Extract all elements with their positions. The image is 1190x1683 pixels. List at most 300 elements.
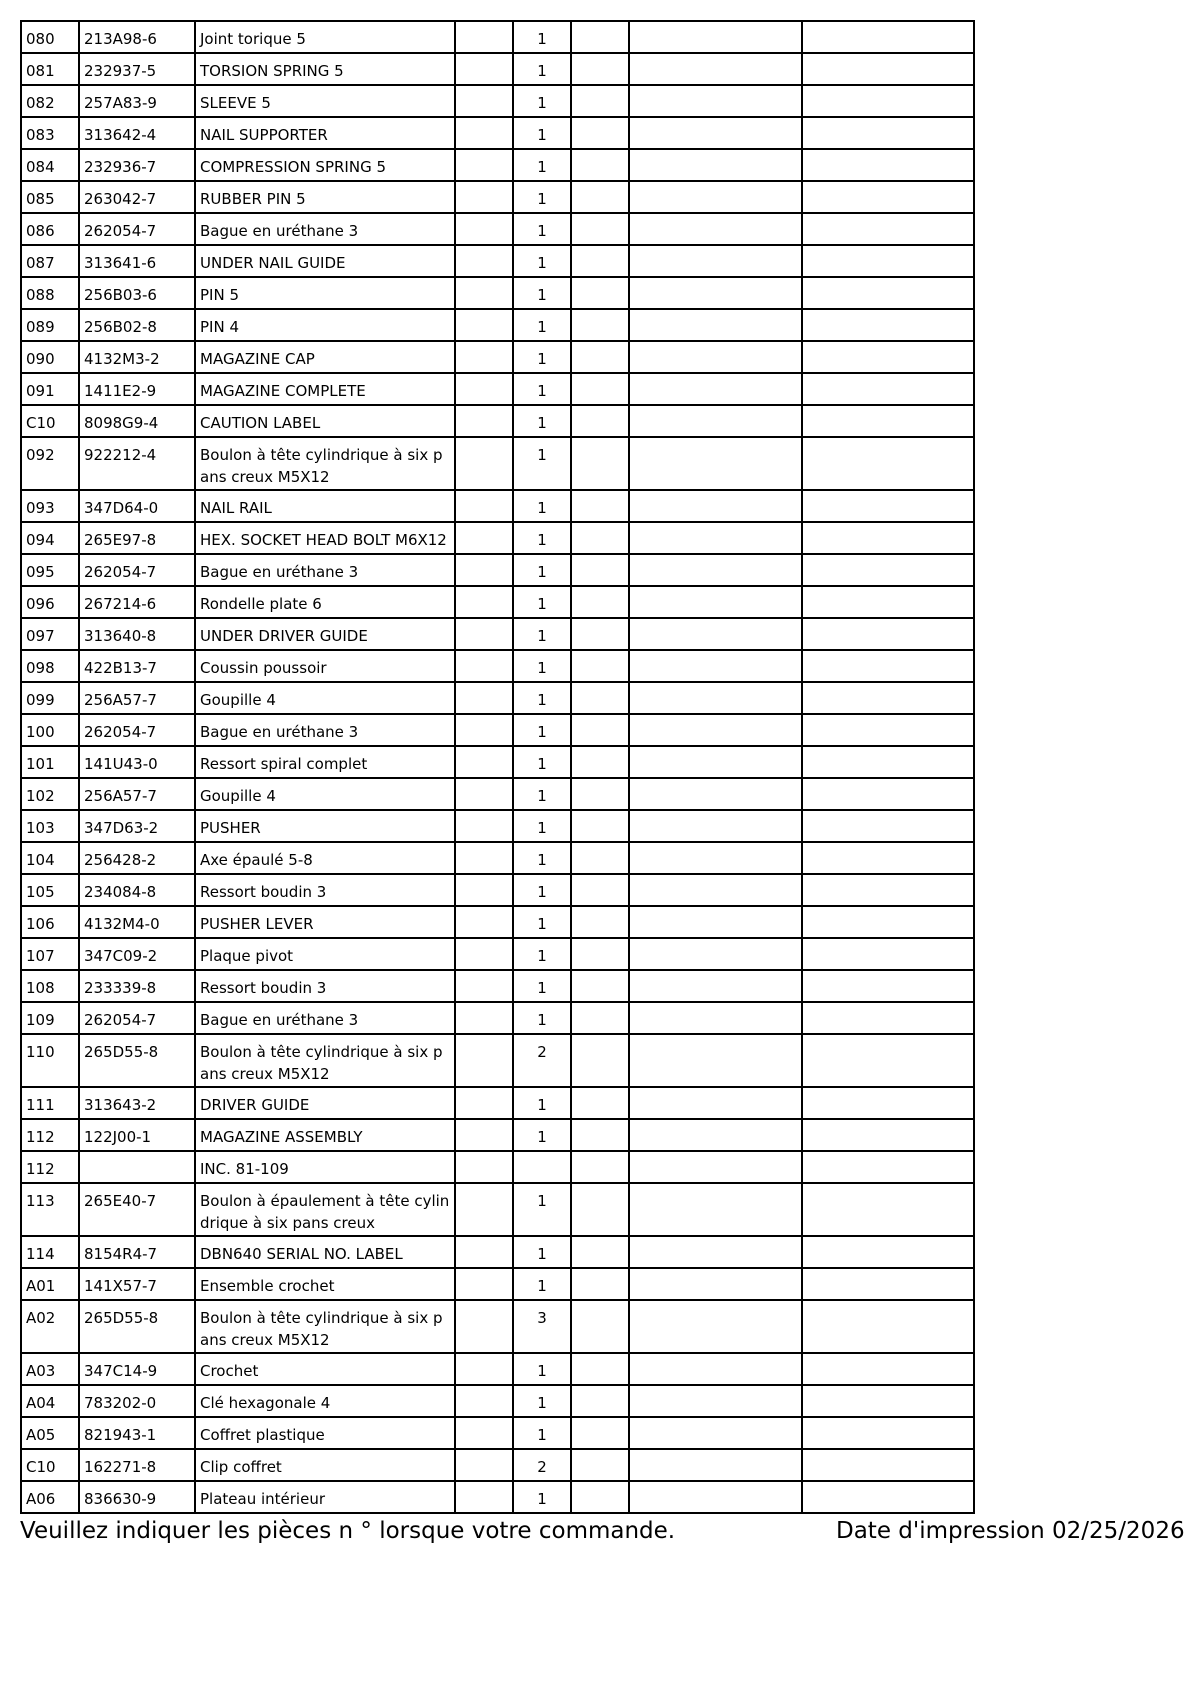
quantity-cell: 1 [513, 1268, 571, 1300]
empty-cell [571, 437, 629, 490]
empty-cell [571, 810, 629, 842]
description-cell: Goupille 4 [195, 778, 455, 810]
part-number-cell: 262054-7 [79, 554, 195, 586]
part-number-cell: 313640-8 [79, 618, 195, 650]
quantity-cell: 1 [513, 405, 571, 437]
part-number-cell: 422B13-7 [79, 650, 195, 682]
description-cell: Coussin poussoir [195, 650, 455, 682]
empty-cell [629, 1449, 802, 1481]
table-row [21, 1151, 974, 1183]
quantity-cell: 1 [513, 746, 571, 778]
table-row [21, 181, 974, 213]
empty-cell [571, 906, 629, 938]
empty-cell [571, 522, 629, 554]
part-number-cell: 262054-7 [79, 714, 195, 746]
description-cell: Bague en uréthane 3 [195, 213, 455, 245]
description-cell: COMPRESSION SPRING 5 [195, 149, 455, 181]
empty-cell [571, 874, 629, 906]
item-number-cell: 112 [21, 1151, 79, 1183]
part-number-cell: 313642-4 [79, 117, 195, 149]
part-number-cell: 122J00-1 [79, 1119, 195, 1151]
empty-cell [802, 149, 974, 181]
empty-cell [455, 1002, 513, 1034]
part-number-cell: 313643-2 [79, 1087, 195, 1119]
empty-cell [455, 1353, 513, 1385]
table-row [21, 1449, 974, 1481]
empty-cell [455, 405, 513, 437]
description-cell: HEX. SOCKET HEAD BOLT M6X12 [195, 522, 455, 554]
empty-cell [455, 1449, 513, 1481]
quantity-cell: 1 [513, 1417, 571, 1449]
empty-cell [802, 1034, 974, 1087]
empty-cell [455, 554, 513, 586]
empty-cell [629, 746, 802, 778]
part-number-cell: 783202-0 [79, 1385, 195, 1417]
item-number-cell: 090 [21, 341, 79, 373]
empty-cell [802, 842, 974, 874]
empty-cell [802, 554, 974, 586]
empty-cell [629, 522, 802, 554]
empty-cell [571, 341, 629, 373]
empty-cell [571, 1151, 629, 1183]
empty-cell [455, 1236, 513, 1268]
empty-cell [571, 746, 629, 778]
empty-cell [571, 1119, 629, 1151]
table-row [21, 85, 974, 117]
empty-cell [802, 437, 974, 490]
empty-cell [455, 1300, 513, 1353]
empty-cell [571, 778, 629, 810]
empty-cell [571, 554, 629, 586]
quantity-cell: 1 [513, 522, 571, 554]
empty-cell [455, 874, 513, 906]
table-row [21, 874, 974, 906]
item-number-cell: A06 [21, 1481, 79, 1513]
quantity-cell: 1 [513, 373, 571, 405]
description-cell: DBN640 SERIAL NO. LABEL [195, 1236, 455, 1268]
empty-cell [629, 906, 802, 938]
item-number-cell: 103 [21, 810, 79, 842]
empty-cell [802, 117, 974, 149]
empty-cell [455, 746, 513, 778]
item-number-cell: 086 [21, 213, 79, 245]
table-row [21, 117, 974, 149]
empty-cell [802, 682, 974, 714]
part-number-cell: 347D63-2 [79, 810, 195, 842]
empty-cell [455, 618, 513, 650]
empty-cell [629, 437, 802, 490]
empty-cell [802, 405, 974, 437]
description-cell: Plaque pivot [195, 938, 455, 970]
empty-cell [571, 53, 629, 85]
part-number-cell: 267214-6 [79, 586, 195, 618]
quantity-cell: 1 [513, 1385, 571, 1417]
item-number-cell: 091 [21, 373, 79, 405]
table-row [21, 490, 974, 522]
quantity-cell: 1 [513, 874, 571, 906]
quantity-cell: 1 [513, 213, 571, 245]
empty-cell [455, 1481, 513, 1513]
empty-cell [629, 277, 802, 309]
quantity-cell: 1 [513, 586, 571, 618]
empty-cell [455, 21, 513, 53]
empty-cell [571, 213, 629, 245]
table-row [21, 970, 974, 1002]
table-row [21, 554, 974, 586]
part-number-cell: 836630-9 [79, 1481, 195, 1513]
item-number-cell: 108 [21, 970, 79, 1002]
quantity-cell: 1 [513, 938, 571, 970]
description-cell: Boulon à épaulement à tête cylindrique à six pans creux [195, 1183, 455, 1236]
empty-cell [571, 1268, 629, 1300]
empty-cell [629, 586, 802, 618]
quantity-cell: 1 [513, 341, 571, 373]
item-number-cell: 082 [21, 85, 79, 117]
quantity-cell: 1 [513, 181, 571, 213]
empty-cell [629, 1236, 802, 1268]
description-cell: MAGAZINE COMPLETE [195, 373, 455, 405]
description-cell: Bague en uréthane 3 [195, 714, 455, 746]
table-row [21, 373, 974, 405]
item-number-cell: 080 [21, 21, 79, 53]
empty-cell [629, 1183, 802, 1236]
part-number-cell: 265D55-8 [79, 1300, 195, 1353]
part-number-cell: 162271-8 [79, 1449, 195, 1481]
empty-cell [571, 85, 629, 117]
table-row [21, 1300, 974, 1353]
part-number-cell: 256B03-6 [79, 277, 195, 309]
description-cell: PIN 5 [195, 277, 455, 309]
empty-cell [629, 1268, 802, 1300]
empty-cell [802, 906, 974, 938]
table-row [21, 1119, 974, 1151]
empty-cell [802, 490, 974, 522]
empty-cell [629, 117, 802, 149]
table-row [21, 842, 974, 874]
empty-cell [802, 309, 974, 341]
empty-cell [571, 1385, 629, 1417]
table-row [21, 149, 974, 181]
description-cell: Clip coffret [195, 1449, 455, 1481]
parts-table-body [21, 21, 974, 1513]
item-number-cell: A04 [21, 1385, 79, 1417]
empty-cell [629, 149, 802, 181]
empty-cell [802, 1087, 974, 1119]
description-cell: INC. 81-109 [195, 1151, 455, 1183]
empty-cell [802, 522, 974, 554]
table-row [21, 1268, 974, 1300]
empty-cell [629, 341, 802, 373]
empty-cell [629, 405, 802, 437]
quantity-cell: 1 [513, 1236, 571, 1268]
empty-cell [802, 650, 974, 682]
empty-cell [571, 490, 629, 522]
item-number-cell: A02 [21, 1300, 79, 1353]
quantity-cell: 3 [513, 1300, 571, 1353]
item-number-cell: 097 [21, 618, 79, 650]
empty-cell [802, 714, 974, 746]
description-cell: SLEEVE 5 [195, 85, 455, 117]
empty-cell [455, 810, 513, 842]
empty-cell [802, 1119, 974, 1151]
description-cell: Bague en uréthane 3 [195, 554, 455, 586]
description-cell: Joint torique 5 [195, 21, 455, 53]
empty-cell [629, 938, 802, 970]
part-number-cell: 257A83-9 [79, 85, 195, 117]
item-number-cell: A01 [21, 1268, 79, 1300]
empty-cell [571, 842, 629, 874]
empty-cell [455, 906, 513, 938]
empty-cell [629, 1119, 802, 1151]
description-cell: Crochet [195, 1353, 455, 1385]
description-cell: PUSHER LEVER [195, 906, 455, 938]
item-number-cell: 106 [21, 906, 79, 938]
table-row [21, 1002, 974, 1034]
quantity-cell: 1 [513, 21, 571, 53]
empty-cell [802, 1385, 974, 1417]
item-number-cell: 111 [21, 1087, 79, 1119]
empty-cell [571, 405, 629, 437]
item-number-cell: C10 [21, 1449, 79, 1481]
empty-cell [802, 1353, 974, 1385]
empty-cell [802, 586, 974, 618]
part-number-cell: 8154R4-7 [79, 1236, 195, 1268]
description-cell: Ressort boudin 3 [195, 874, 455, 906]
item-number-cell: 085 [21, 181, 79, 213]
empty-cell [802, 1417, 974, 1449]
empty-cell [571, 1183, 629, 1236]
table-row [21, 778, 974, 810]
description-cell: Coffret plastique [195, 1417, 455, 1449]
quantity-cell: 1 [513, 277, 571, 309]
item-number-cell: A05 [21, 1417, 79, 1449]
empty-cell [629, 1300, 802, 1353]
empty-cell [802, 1151, 974, 1183]
part-number-cell: 233339-8 [79, 970, 195, 1002]
table-row [21, 21, 974, 53]
empty-cell [571, 117, 629, 149]
empty-cell [802, 778, 974, 810]
description-cell: PUSHER [195, 810, 455, 842]
item-number-cell: A03 [21, 1353, 79, 1385]
empty-cell [629, 1385, 802, 1417]
empty-cell [802, 245, 974, 277]
empty-cell [629, 1034, 802, 1087]
empty-cell [571, 682, 629, 714]
empty-cell [455, 778, 513, 810]
empty-cell [802, 341, 974, 373]
part-number-cell: 265E97-8 [79, 522, 195, 554]
empty-cell [571, 714, 629, 746]
part-number-cell: 256428-2 [79, 842, 195, 874]
quantity-cell: 1 [513, 1087, 571, 1119]
table-row [21, 522, 974, 554]
part-number-cell: 256A57-7 [79, 778, 195, 810]
table-row [21, 938, 974, 970]
description-cell: Plateau intérieur [195, 1481, 455, 1513]
empty-cell [629, 53, 802, 85]
empty-cell [629, 1481, 802, 1513]
empty-cell [455, 1119, 513, 1151]
item-number-cell: 102 [21, 778, 79, 810]
part-number-cell: 8098G9-4 [79, 405, 195, 437]
quantity-cell: 2 [513, 1449, 571, 1481]
empty-cell [629, 1353, 802, 1385]
empty-cell [802, 1183, 974, 1236]
empty-cell [455, 1087, 513, 1119]
item-number-cell: 100 [21, 714, 79, 746]
empty-cell [629, 21, 802, 53]
description-cell: Axe épaulé 5-8 [195, 842, 455, 874]
empty-cell [571, 245, 629, 277]
empty-cell [629, 1002, 802, 1034]
empty-cell [455, 682, 513, 714]
empty-cell [802, 213, 974, 245]
item-number-cell: 084 [21, 149, 79, 181]
part-number-cell: 232937-5 [79, 53, 195, 85]
part-number-cell: 256B02-8 [79, 309, 195, 341]
empty-cell [455, 117, 513, 149]
empty-cell [455, 181, 513, 213]
empty-cell [629, 682, 802, 714]
empty-cell [629, 714, 802, 746]
part-number-cell: 234084-8 [79, 874, 195, 906]
quantity-cell: 1 [513, 85, 571, 117]
empty-cell [802, 970, 974, 1002]
empty-cell [455, 1183, 513, 1236]
item-number-cell: 112 [21, 1119, 79, 1151]
table-row [21, 245, 974, 277]
empty-cell [802, 746, 974, 778]
item-number-cell: 104 [21, 842, 79, 874]
quantity-cell: 1 [513, 245, 571, 277]
empty-cell [802, 1300, 974, 1353]
quantity-cell: 1 [513, 682, 571, 714]
quantity-cell: 1 [513, 778, 571, 810]
item-number-cell: C10 [21, 405, 79, 437]
empty-cell [629, 1087, 802, 1119]
item-number-cell: 088 [21, 277, 79, 309]
item-number-cell: 083 [21, 117, 79, 149]
table-row [21, 1353, 974, 1385]
empty-cell [455, 970, 513, 1002]
empty-cell [629, 213, 802, 245]
part-number-cell: 4132M4-0 [79, 906, 195, 938]
empty-cell [571, 938, 629, 970]
empty-cell [629, 778, 802, 810]
empty-cell [571, 373, 629, 405]
item-number-cell: 087 [21, 245, 79, 277]
part-number-cell: 922212-4 [79, 437, 195, 490]
empty-cell [571, 1417, 629, 1449]
empty-cell [571, 1236, 629, 1268]
empty-cell [571, 618, 629, 650]
empty-cell [571, 1002, 629, 1034]
part-number-cell: 347C14-9 [79, 1353, 195, 1385]
empty-cell [455, 1034, 513, 1087]
empty-cell [455, 437, 513, 490]
empty-cell [629, 842, 802, 874]
empty-cell [629, 874, 802, 906]
empty-cell [571, 1300, 629, 1353]
description-cell: NAIL RAIL [195, 490, 455, 522]
item-number-cell: 099 [21, 682, 79, 714]
empty-cell [629, 309, 802, 341]
empty-cell [571, 1034, 629, 1087]
table-row [21, 1183, 974, 1236]
description-cell: Clé hexagonale 4 [195, 1385, 455, 1417]
table-row [21, 682, 974, 714]
empty-cell [455, 277, 513, 309]
item-number-cell: 105 [21, 874, 79, 906]
table-row [21, 746, 974, 778]
empty-cell [455, 373, 513, 405]
part-number-cell: 265E40-7 [79, 1183, 195, 1236]
item-number-cell: 089 [21, 309, 79, 341]
table-row [21, 586, 974, 618]
table-row [21, 341, 974, 373]
empty-cell [455, 586, 513, 618]
part-number-cell: 213A98-6 [79, 21, 195, 53]
description-cell: Rondelle plate 6 [195, 586, 455, 618]
description-cell: UNDER DRIVER GUIDE [195, 618, 455, 650]
description-cell: Boulon à tête cylindrique à six pans creux M5X12 [195, 1034, 455, 1087]
quantity-cell: 1 [513, 149, 571, 181]
empty-cell [802, 21, 974, 53]
empty-cell [455, 1268, 513, 1300]
description-cell: Goupille 4 [195, 682, 455, 714]
quantity-cell: 1 [513, 810, 571, 842]
table-row [21, 437, 974, 490]
empty-cell [802, 874, 974, 906]
empty-cell [571, 650, 629, 682]
empty-cell [455, 53, 513, 85]
item-number-cell: 096 [21, 586, 79, 618]
quantity-cell: 1 [513, 490, 571, 522]
quantity-cell: 2 [513, 1034, 571, 1087]
item-number-cell: 109 [21, 1002, 79, 1034]
empty-cell [455, 1417, 513, 1449]
empty-cell [629, 618, 802, 650]
quantity-cell [513, 1151, 571, 1183]
empty-cell [802, 1236, 974, 1268]
empty-cell [629, 245, 802, 277]
empty-cell [455, 490, 513, 522]
description-cell: PIN 4 [195, 309, 455, 341]
empty-cell [571, 181, 629, 213]
table-row [21, 309, 974, 341]
empty-cell [455, 149, 513, 181]
quantity-cell: 1 [513, 1481, 571, 1513]
item-number-cell: 098 [21, 650, 79, 682]
description-cell: UNDER NAIL GUIDE [195, 245, 455, 277]
part-number-cell: 821943-1 [79, 1417, 195, 1449]
quantity-cell: 1 [513, 117, 571, 149]
empty-cell [571, 149, 629, 181]
quantity-cell: 1 [513, 842, 571, 874]
item-number-cell: 101 [21, 746, 79, 778]
part-number-cell: 265D55-8 [79, 1034, 195, 1087]
table-row [21, 810, 974, 842]
table-row [21, 618, 974, 650]
part-number-cell [79, 1151, 195, 1183]
empty-cell [629, 373, 802, 405]
description-cell: Ressort spiral complet [195, 746, 455, 778]
part-number-cell: 347D64-0 [79, 490, 195, 522]
part-number-cell: 4132M3-2 [79, 341, 195, 373]
empty-cell [802, 277, 974, 309]
part-number-cell: 256A57-7 [79, 682, 195, 714]
